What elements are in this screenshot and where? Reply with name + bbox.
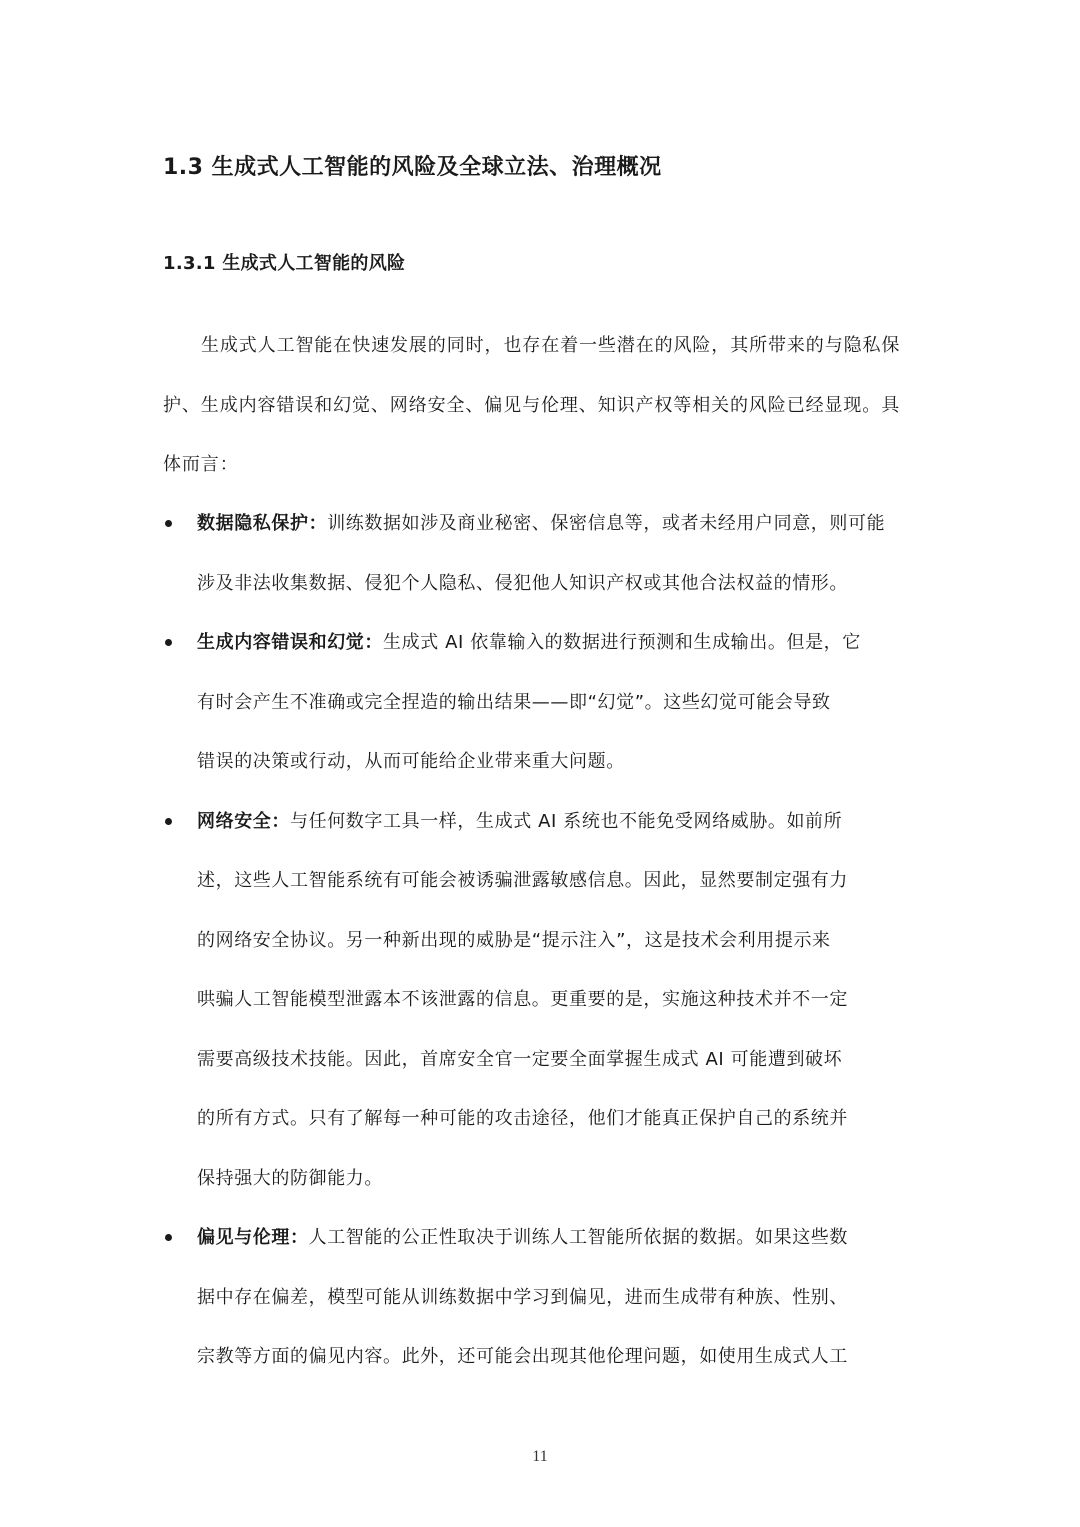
list-item-data-privacy: [163, 494, 915, 613]
list-item-line: 据中存在偏差，模型可能从训练数据中学习到偏见，进而生成带有种族、性别、: [197, 1286, 848, 1308]
list-item-term: 生成内容错误和幻觉：: [197, 632, 383, 653]
risk-list: [163, 494, 915, 1387]
list-item-hallucination: [163, 613, 915, 792]
list-item-line: [197, 613, 915, 673]
bullet-icon: [165, 818, 172, 825]
intro-paragraph: [163, 316, 913, 495]
bullet-icon: [165, 639, 172, 646]
list-item-term: 网络安全：: [197, 810, 290, 832]
list-item-line: 错误的决策或行动，从而可能给企业带来重大问题。: [197, 751, 625, 772]
list-item-term: 偏见与伦理：: [197, 1227, 309, 1248]
list-item-line: 需要高级技术技能。因此，首席安全官一定要全面掌握生成式 AI 可能遭到破坏: [197, 1048, 843, 1070]
list-item-cybersecurity: [163, 792, 915, 1209]
list-item-bias-ethics: [163, 1208, 915, 1387]
list-item-term: 数据隐私保护：: [197, 513, 328, 534]
intro-line: 生成式人工智能在快速发展的同时，也存在着一些潜在的风险，其所带来的与隐私保: [201, 335, 901, 356]
section-heading: 1.3 生成式人工智能的风险及全球立法、治理概况: [163, 155, 662, 180]
list-item-line: 保持强大的防御能力。: [197, 1167, 383, 1189]
list-item-line: 的网络安全协议。另一种新出现的威胁是“提示注入”，这是技术会利用提示来: [197, 929, 831, 951]
list-item-text: 生成式 AI 依靠输入的数据进行预测和生成输出。但是，它: [383, 632, 861, 653]
page-number: 11: [532, 1448, 548, 1465]
list-item-line: 述，这些人工智能系统有可能会被诱骗泄露敏感信息。因此，显然要制定强有力: [197, 870, 848, 891]
intro-line: 体而言：: [163, 454, 239, 475]
intro-line: 护、生成内容错误和幻觉、网络安全、偏见与伦理、知识产权等相关的风险已经显现。具: [163, 394, 901, 416]
list-item-line: 有时会产生不准确或完全捏造的输出结果——即“幻觉”。这些幻觉可能会导致: [197, 691, 831, 713]
subsection-heading: 1.3.1 生成式人工智能的风险: [163, 253, 406, 274]
list-item-line: 哄骗人工智能模型泄露本不该泄露的信息。更重要的是，实施这种技术并不一定: [197, 989, 848, 1010]
list-item-line: 涉及非法收集数据、侵犯个人隐私、侵犯他人知识产权或其他合法权益的情形。: [197, 572, 848, 594]
list-item-line: 宗教等方面的偏见内容。此外，还可能会出现其他伦理问题，如使用生成式人工: [197, 1346, 848, 1367]
list-item-line: [197, 792, 915, 852]
bullet-icon: [165, 520, 172, 527]
list-item-line: 的所有方式。只有了解每一种可能的攻击途径，他们才能真正保护自己的系统并: [197, 1108, 848, 1129]
list-item-text: 训练数据如涉及商业秘密、保密信息等，或者未经用户同意，则可能: [327, 513, 886, 534]
list-item-line: [197, 494, 915, 554]
list-item-text: 与任何数字工具一样，生成式 AI 系统也不能免受网络威胁。如前所: [290, 810, 843, 832]
list-item-text: 人工智能的公正性取决于训练人工智能所依据的数据。如果这些数: [308, 1227, 849, 1248]
list-item-line: [197, 1208, 915, 1268]
bullet-icon: [165, 1234, 172, 1241]
